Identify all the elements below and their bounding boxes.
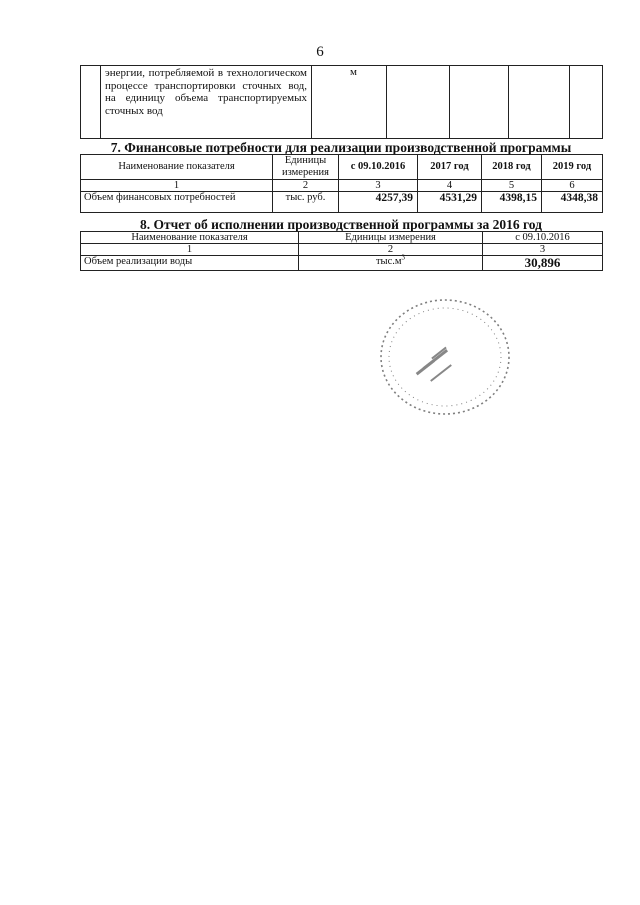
column-header: 2017 год (418, 155, 482, 180)
table-cell (450, 66, 509, 139)
column-header: Единицы измерения (273, 155, 339, 180)
value-cell: 4531,29 (418, 192, 482, 213)
column-header: с 09.10.2016 (483, 232, 603, 244)
table-cell (570, 66, 603, 139)
section-7-title: 7. Финансовые потребности для реализации производственной программы (110, 140, 572, 155)
continued-table (80, 65, 603, 139)
column-header: Наименование показателя (81, 232, 299, 244)
indicator-unit: м (312, 66, 387, 139)
column-header: 2019 год (542, 155, 603, 180)
column-number: 2 (299, 244, 483, 256)
section-8-title: 8. Отчет об исполнении производственной программы за 2016 год (140, 217, 542, 232)
table-cell (509, 66, 570, 139)
financial-needs-table (80, 154, 603, 213)
column-number-row (81, 244, 603, 256)
indicator-name: Объем реализации воды (81, 256, 299, 271)
column-number: 3 (483, 244, 603, 256)
column-number: 1 (81, 244, 299, 256)
column-number: 3 (339, 180, 418, 192)
table-row (81, 192, 603, 213)
execution-report-table (80, 231, 603, 271)
value-cell: 30,896 (483, 256, 603, 271)
column-header: с 09.10.2016 (339, 155, 418, 180)
column-header: 2018 год (482, 155, 542, 180)
column-number: 6 (542, 180, 603, 192)
table-row (81, 66, 603, 139)
value-cell: 4398,15 (482, 192, 542, 213)
unit-superscript: 3 (401, 253, 406, 262)
column-header: Единицы измерения (299, 232, 483, 244)
column-number: 4 (418, 180, 482, 192)
column-number: 5 (482, 180, 542, 192)
indicator-name: Объем финансовых потребностей (81, 192, 273, 213)
column-number-row (81, 180, 603, 192)
table-cell (387, 66, 450, 139)
indicator-unit (299, 253, 483, 271)
table-header-row (81, 232, 603, 244)
column-number: 1 (81, 180, 273, 192)
column-number: 2 (273, 180, 339, 192)
indicator-unit: тыс. руб. (273, 192, 339, 213)
column-header: Наименование показателя (81, 155, 273, 180)
table-cell (81, 66, 101, 139)
indicator-description: энергии, потребляемой в технологическом процессе транспортировки сточных вод, на единицу объема транспортируемых сточных вод (101, 66, 312, 139)
value-cell: 4257,39 (339, 192, 418, 213)
table-row (81, 256, 603, 271)
official-stamp (370, 292, 520, 422)
unit-text: тыс.м (375, 256, 402, 267)
value-cell: 4348,38 (542, 192, 603, 213)
table-header-row (81, 155, 603, 180)
page-number: 6 (316, 44, 324, 60)
